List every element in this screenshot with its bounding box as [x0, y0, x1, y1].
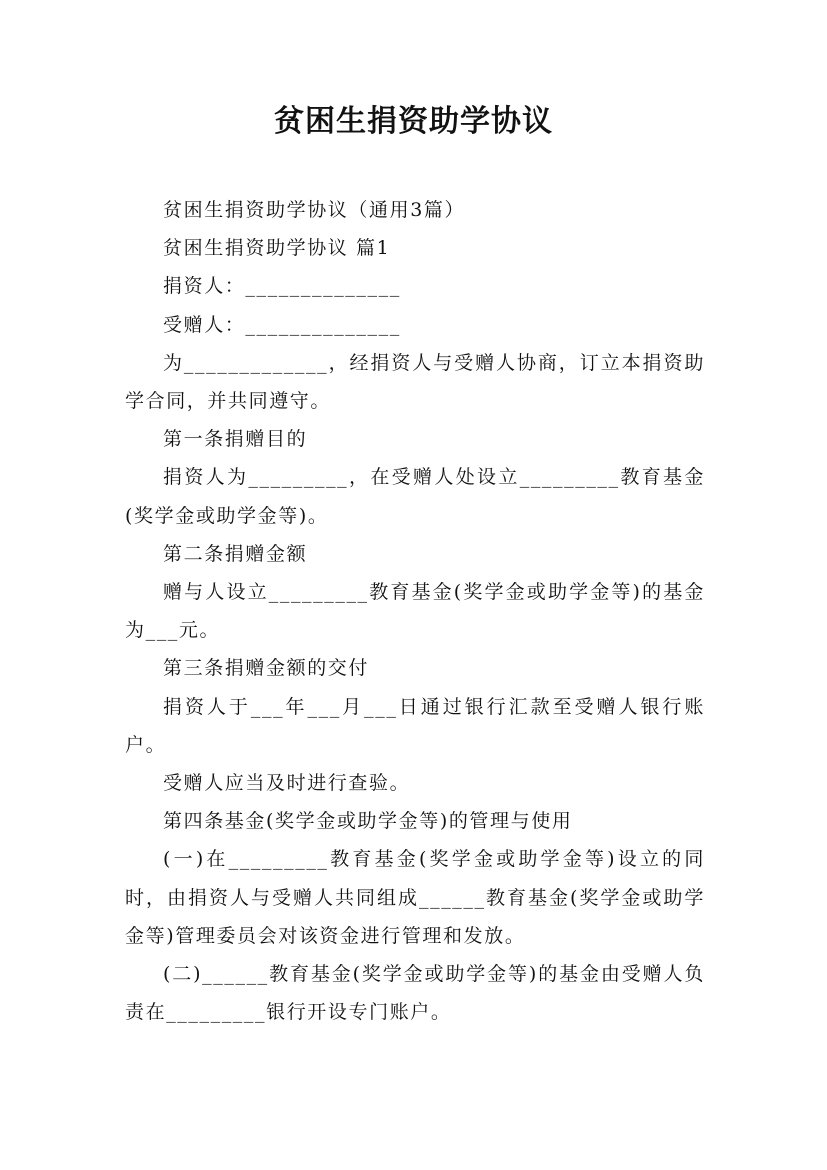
paragraph-article-1-body: 捐资人为_________，在受赠人处设立_________教育基金(奖学金或助学金等)。 — [125, 466, 705, 527]
paragraph-article-3-title: 第三条捐赠金额的交付 — [163, 657, 370, 680]
paragraph-article-4-title: 第四条基金(奖学金或助学金等)的管理与使用 — [163, 810, 573, 833]
paragraph-section-title: 贫困生捐资助学协议 篇1 — [163, 237, 391, 260]
paragraph-heading: 贫困生捐资助学协议（通用3篇） — [163, 199, 466, 221]
paragraph-donor: 捐资人：______________ — [163, 275, 401, 298]
paragraph-article-2-body: 赠与人设立_________教育基金(奖学金或助学金等)的基金为___元。 — [125, 581, 705, 642]
paragraph-article-4-item-1: (一)在_________教育基金(奖学金或助学金等)设立的同时，由捐资人与受赠人共同组成______教育基金(奖学金或助学金等)管理委员会对该资金进行管理和发放。 — [125, 848, 705, 947]
paragraph-recipient: 受赠人：______________ — [163, 313, 401, 336]
paragraph-article-1-title: 第一条捐赠目的 — [163, 428, 308, 451]
document-body — [125, 191, 705, 1031]
paragraph-article-3-check: 受赠人应当及时进行查验。 — [163, 772, 411, 795]
paragraph-article-4-item-2: (二)______教育基金(奖学金或助学金等)的基金由受赠人负责在_________银行开设专门账户。 — [125, 963, 705, 1024]
paragraph-article-3-body: 捐资人于___年___月___日通过银行汇款至受赠人银行账户。 — [125, 695, 705, 756]
document-title: 贫困生捐资助学协议 — [274, 104, 553, 139]
paragraph-article-2-title: 第二条捐赠金额 — [163, 542, 308, 565]
paragraph-preamble: 为_____________，经捐资人与受赠人协商，订立本捐资助学合同，并共同遵守。 — [125, 351, 705, 413]
